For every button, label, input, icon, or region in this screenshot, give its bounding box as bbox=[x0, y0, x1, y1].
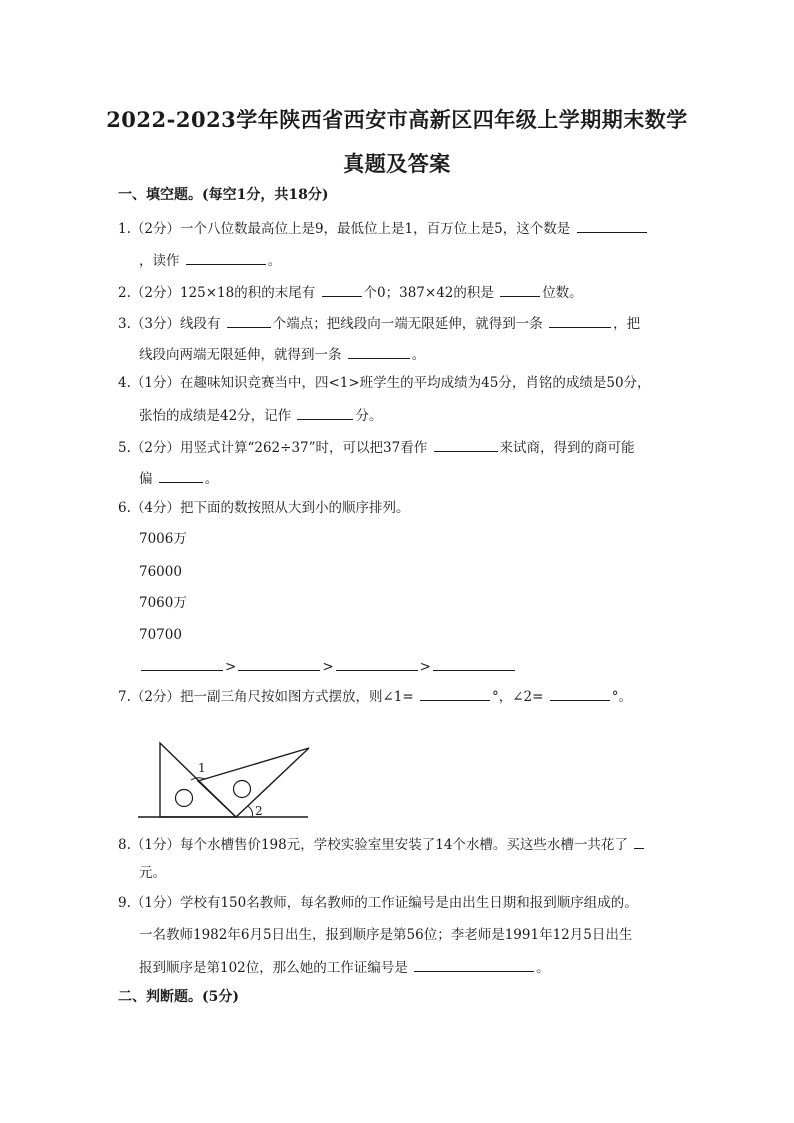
angle2-label: 2 bbox=[255, 804, 263, 818]
triangle-rulers-figure bbox=[138, 736, 318, 826]
q8-line2: 元。 bbox=[139, 865, 166, 881]
q6-blank-4[interactable] bbox=[433, 656, 515, 671]
q2-text-a: 2.（2分）125×18的积的末尾有 bbox=[118, 285, 316, 301]
q9-line3 bbox=[139, 957, 550, 977]
document-title-line1: 2022-2023学年陕西省西安市高新区四年级上学期期末数学 bbox=[106, 107, 688, 132]
q9-text-c: 报到顺序是第102位，那么她的工作证编号是 bbox=[139, 960, 408, 976]
q9-text-d: 。 bbox=[536, 960, 550, 976]
q3-blank-3[interactable] bbox=[348, 344, 410, 359]
angle1-label: 1 bbox=[198, 761, 206, 775]
q6-item-2: 76000 bbox=[139, 564, 182, 580]
q3-text-a: 3.（3分）线段有 bbox=[118, 316, 221, 332]
q3-line2 bbox=[139, 344, 425, 364]
q2-line1 bbox=[118, 282, 583, 302]
q2-text-c: 位数。 bbox=[542, 285, 583, 301]
q2-blank-1[interactable] bbox=[322, 282, 362, 297]
q2-blank-2[interactable] bbox=[500, 282, 540, 297]
q5-blank-2[interactable] bbox=[159, 468, 203, 483]
q3-blank-1[interactable] bbox=[227, 313, 271, 328]
q1-text-a: 1.（2分）一个八位数最高位上是9，最低位上是1，百万位上是5，这个数是 bbox=[118, 221, 571, 237]
q6-item-4: 70700 bbox=[139, 627, 182, 643]
q5-text-a: 5.（2分）用竖式计算“262÷37”时，可以把37看作 bbox=[118, 440, 428, 456]
q6-item-3: 7060万 bbox=[139, 595, 187, 611]
q6-answer-row bbox=[139, 656, 517, 676]
q6-blank-3[interactable] bbox=[336, 656, 418, 671]
right-ruler-hole bbox=[234, 781, 251, 798]
q6-gt-1: > bbox=[225, 659, 237, 675]
q3-text-c: ，把 bbox=[613, 316, 641, 332]
q6-item-1: 7006万 bbox=[139, 531, 187, 547]
q7-text-c: °。 bbox=[611, 689, 632, 705]
q5-text-d: 。 bbox=[204, 471, 219, 487]
q5-line2 bbox=[139, 468, 218, 488]
left-ruler-hole bbox=[176, 790, 193, 807]
q6-line1: 6.（4分）把下面的数按照从大到小的顺序排列。 bbox=[118, 500, 410, 516]
q8-line1 bbox=[118, 834, 646, 854]
section2-heading: 二、判断题。(5分) bbox=[118, 989, 239, 1005]
q1-blank-1[interactable] bbox=[577, 218, 647, 233]
q3-line1 bbox=[118, 313, 640, 333]
q4-line1: 4.（1分）在趣味知识竞赛当中，四<1>班学生的平均成绩为45分，肖铭的成绩是50分， bbox=[118, 375, 651, 391]
q2-text-b: 个0；387×42的积是 bbox=[363, 285, 494, 301]
section1-heading: 一、填空题。(每空1分，共18分) bbox=[118, 187, 329, 203]
q6-gt-3: > bbox=[419, 659, 431, 675]
q7-blank-1[interactable] bbox=[420, 686, 490, 701]
q3-text-d: 线段向两端无限延伸，就得到一条 bbox=[139, 347, 342, 363]
q5-text-c: 偏 bbox=[139, 471, 153, 487]
q6-gt-2: > bbox=[322, 659, 334, 675]
q8-text-a: 8.（1分）每个水槽售价198元，学校实验室里安装了14个水槽。买这些水槽一共花了 bbox=[118, 837, 628, 853]
q1-line1 bbox=[118, 218, 649, 238]
q6-blank-1[interactable] bbox=[141, 656, 223, 671]
q7-line1 bbox=[118, 686, 632, 706]
q4-text-b: 张怡的成绩是42分，记作 bbox=[139, 408, 292, 424]
q8-blank-1[interactable] bbox=[634, 834, 644, 849]
angle2-arc bbox=[248, 806, 253, 817]
q4-text-c: 分。 bbox=[355, 408, 383, 424]
q6-blank-2[interactable] bbox=[238, 656, 320, 671]
q5-line1 bbox=[118, 437, 635, 457]
q7-blank-2[interactable] bbox=[550, 686, 610, 701]
q9-blank-1[interactable] bbox=[414, 957, 534, 972]
q7-text-b: °，∠2= bbox=[491, 689, 544, 705]
q3-blank-2[interactable] bbox=[549, 313, 611, 328]
q4-blank-1[interactable] bbox=[297, 405, 353, 420]
q1-line2 bbox=[139, 250, 281, 270]
q9-line2: 一名教师1982年6月5日出生，报到顺序是第56位；李老师是1991年12月5日出生 bbox=[139, 927, 633, 943]
q9-line1: 9.（1分）学校有150名教师，每名教师的工作证编号是由出生日期和报到顺序组成的。 bbox=[118, 895, 638, 911]
q3-text-e: 。 bbox=[411, 347, 426, 363]
q5-text-b: 来试商，得到的商可能 bbox=[499, 440, 635, 456]
document-title-line2: 真题及答案 bbox=[343, 151, 451, 176]
right-triangle-ruler bbox=[198, 748, 309, 817]
q1-text-b: ，读作 bbox=[139, 253, 180, 269]
q1-blank-2[interactable] bbox=[186, 250, 266, 265]
q5-blank-1[interactable] bbox=[434, 437, 498, 452]
q3-text-b: 个端点；把线段向一端无限延伸，就得到一条 bbox=[272, 316, 543, 332]
q1-text-c: 。 bbox=[267, 253, 282, 269]
q4-line2 bbox=[139, 405, 382, 425]
q7-text-a: 7.（2分）把一副三角尺按如图方式摆放，则∠1= bbox=[118, 689, 414, 705]
